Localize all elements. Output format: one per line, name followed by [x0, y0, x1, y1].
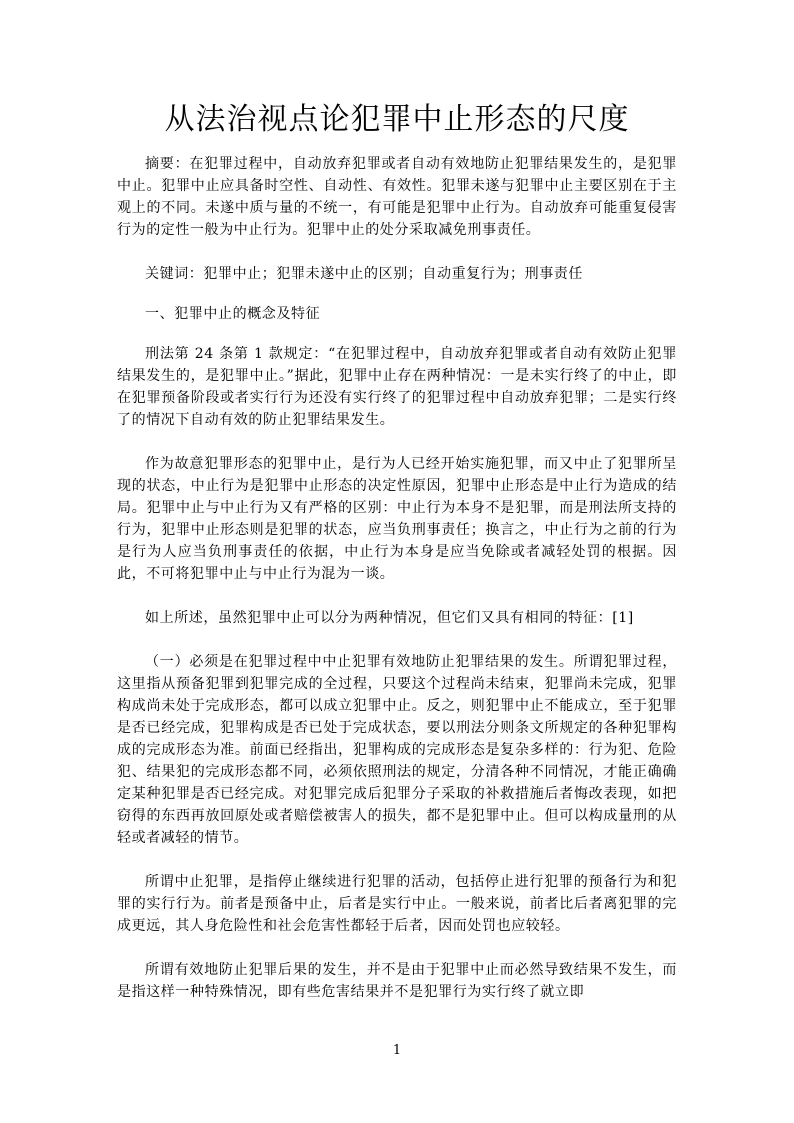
body-paragraph: （一）必须是在犯罪过程中中止犯罪有效地防止犯罪结果的发生。所谓犯罪过程，这里指从预备犯罪到犯罪完成的全过程，只要这个过程尚未结束，犯罪尚未完成，犯罪构成尚未处于完成形态，都可以成立犯罪中止。反之，则犯罪中止不能成立，至于犯罪是否已经完成，犯罪构成是否已处于完成状态，要以刑法分则条文所规定的各种犯罪构成的完成形态为准。前面已经指出，犯罪构成的完成形态是复杂多样的：行为犯、危险犯、结果犯的完成形态都不同，必须依照刑法的规定，分清各种不同情况，才能正确确定某种犯罪是否已经完成。对犯罪完成后犯罪分子采取的补救措施后者悔改表现，如把窃得的东西再放回原处或者赔偿被害人的损失，都不是犯罪中止。但可以构成量刑的从轻或者减轻的情节。: [117, 654, 677, 846]
body-paragraph: 所谓有效地防止犯罪后果的发生，并不是由于犯罪中止而必然导致结果不发生，而是指这样一种特殊情况，即有些危害结果并不是犯罪行为实行终了就立即: [117, 962, 677, 1000]
body-paragraph: 所谓中止犯罪，是指停止继续进行犯罪的活动，包括停止进行犯罪的预备行为和犯罪的实行行为。前者是预备中止，后者是实行中止。一般来说，前者比后者离犯罪的完成更远，其人身危险性和社会危害性都轻于后者，因而处罚也应较轻。: [117, 874, 677, 934]
section-heading: 一、犯罪中止的概念及特征: [145, 306, 321, 322]
keywords-paragraph: 关键词：犯罪中止；犯罪未遂中止的区别；自动重复行为；刑事责任: [145, 266, 583, 282]
body-paragraph: 刑法第 24 条第 1 款规定：“在犯罪过程中，自动放弃犯罪或者自动有效防止犯罪结果发生的，是犯罪中止。”据此，犯罪中止存在两种情况：一是未实行终了的中止，即在犯罪预备阶段或者实行行为还没有实行终了的犯罪过程中自动放弃犯罪；二是实行终了的情况下自动有效的防止犯罪结果发生。: [117, 346, 677, 428]
document-body: [117, 153, 677, 1025]
page-number: 1: [392, 1043, 402, 1058]
body-paragraph: 作为故意犯罪形态的犯罪中止，是行为人已经开始实施犯罪，而又中止了犯罪所呈现的状态，中止行为是犯罪中止形态的决定性原因，犯罪中止形态是中止行为造成的结局。犯罪中止与中止行为又有严格的区别：中止行为本身不是犯罪，而是刑法所支持的行为，犯罪中止形态则是犯罪的状态，应当负刑事责任；换言之，中止行为之前的行为是行为人应当负刑事责任的依据，中止行为本身是应当免除或者减轻处罚的根据。因此，不可将犯罪中止与中止行为混为一谈。: [117, 456, 677, 582]
abstract-paragraph: 摘要：在犯罪过程中，自动放弃犯罪或者自动有效地防止犯罪结果发生的，是犯罪中止。犯罪中止应具备时空性、自动性、有效性。犯罪未遂与犯罪中止主要区别在于主观上的不同。未遂中质与量的不统一，有可能是犯罪中止行为。自动放弃可能重复侵害行为的定性一般为中止行为。犯罪中止的处分采取减免刑事责任。: [117, 156, 677, 238]
body-paragraph: 如上所述，虽然犯罪中止可以分为两种情况，但它们又具有相同的特征：[1]: [145, 610, 634, 626]
document-title: 从法治视点论犯罪中止形态的尺度: [164, 102, 630, 137]
